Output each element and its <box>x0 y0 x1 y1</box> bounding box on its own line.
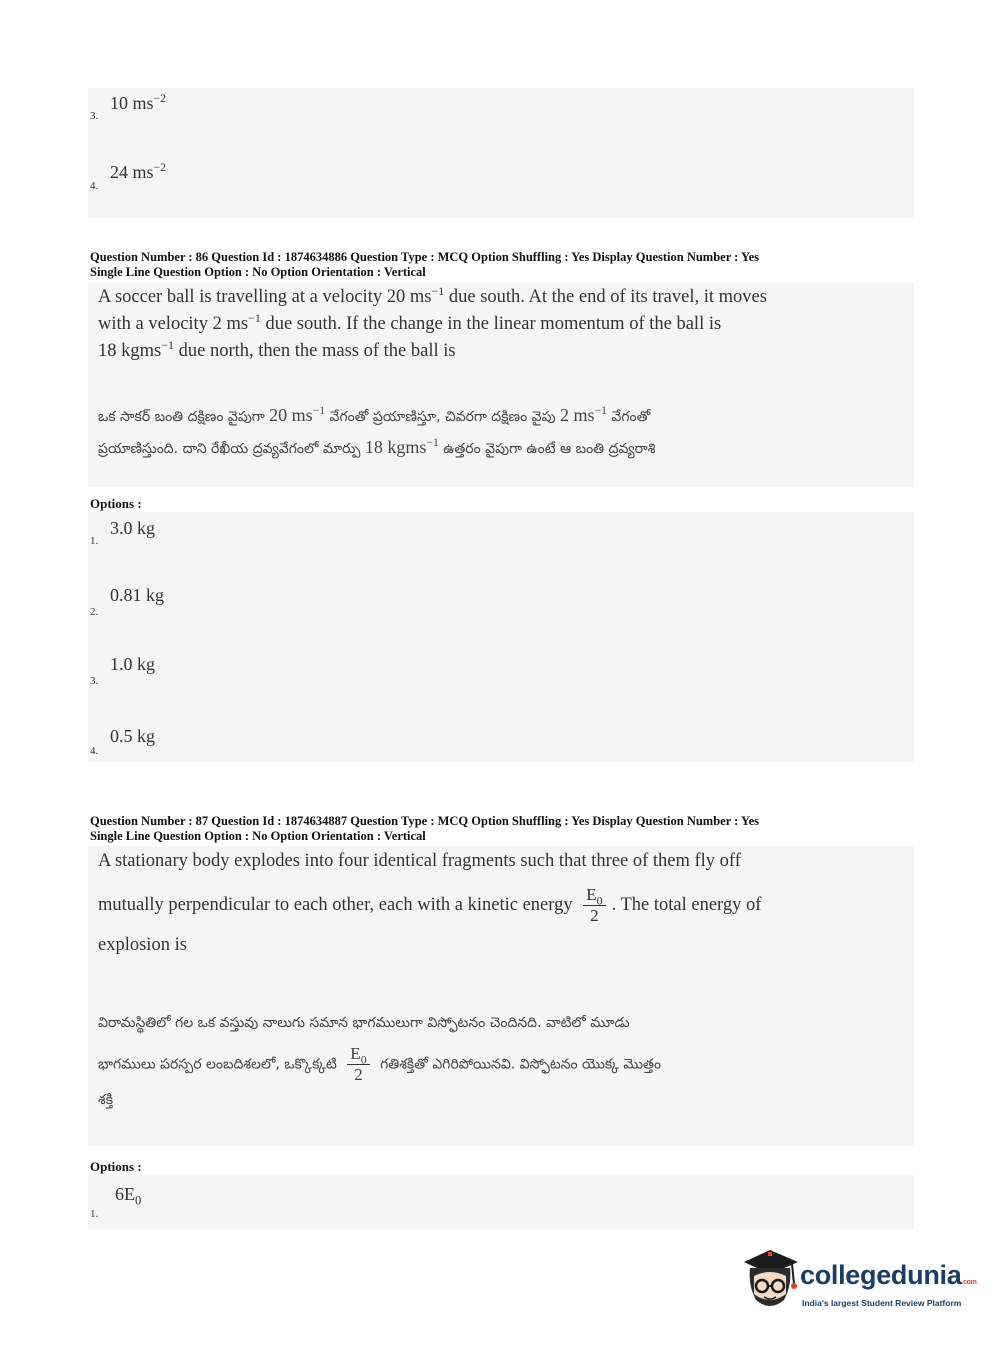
options-card <box>88 1175 914 1230</box>
question-text-telugu: ఒక సాకర్ బంతి దక్షిణం వైపుగా 20 $ms^{-1}$ వేగంతో ప్రయాణిస్తూ, చివరగా దక్షిణం వైపు 2 $ms^{-1}$ వేగంతో ప్రయాణిస్తుంది. దాని రేఖీయ ద్రవ్యవేగంలో మార్పు 18 kgms$^{-1}$ ఉత్తరం వైపుగా ఉంటే ఆ బంతి ద్రవ్యరాశి <box>98 404 656 457</box>
option-number: 4. <box>90 180 99 192</box>
question-meta: Question Number : 86 Question Id : 1874634886 Question Type : MCQ Option Shuffling : Yes Display Question Number : Yes Single Line Question Option : No Option Orientation : Vertical <box>90 250 760 279</box>
option-value[interactable]: 1.0 kg <box>110 654 155 674</box>
options-card <box>88 512 914 762</box>
question-meta: Question Number : 87 Question Id : 1874634887 Question Type : MCQ Option Shuffling : Yes Display Question Number : Yes Single Line Question Option : No Option Orientation : Vertical <box>90 814 760 843</box>
option-value: 24 $ms^{-2}$ <box>110 161 166 182</box>
question-text-english: A soccer ball is travelling at a velocity 20 $ms^{-1}$ due south. At the end of its travel, it moves with a velocity 2 $ms^{-1}$ due south. If the change in the linear momentum of the ball is 18 kgms$^{-1}$ due north, then the mass of the ball is <box>98 283 767 361</box>
option-value[interactable]: 0.81 kg <box>110 585 164 605</box>
question-text-telugu: విరామస్థితిలో గల ఒక వస్తువు నాలుగు సమాన భాగములుగా విస్ఫోటనం చెందినది. వాటిలో మూడు భాగములు పరస్పర లంబదిశలలో, ఒక్కొక్కటి $\frac{E_0}{2}$ గతిశక్తితో ఎగిరిపోయినవి. విస్ఫోటనం యొక్క మొత్తం శక్తి <box>98 1015 662 1108</box>
options-label: Options : <box>90 496 142 511</box>
brand-name: collegedunia.com <box>800 1260 977 1290</box>
prev-options-card <box>88 88 914 218</box>
option-number[interactable]: 3. <box>90 675 99 687</box>
brand-tagline: India's largest Student Review Platform <box>802 1298 962 1308</box>
question-card <box>88 846 914 1146</box>
option-number: 3. <box>90 110 99 122</box>
option-value: 10 $ms^{-2}$ <box>110 92 166 113</box>
option-number[interactable]: 1. <box>90 1208 99 1220</box>
fraction-e0-over-2: $\frac{E_0}{2}$ <box>347 1044 369 1085</box>
option-value[interactable]: 0.5 kg <box>110 726 155 746</box>
option-value[interactable]: $6E_0$ <box>115 1184 142 1208</box>
options-label: Options : <box>90 1159 142 1174</box>
option-number[interactable]: 2. <box>90 606 99 618</box>
option-number[interactable]: 4. <box>90 745 99 757</box>
option-number[interactable]: 1. <box>90 535 99 547</box>
option-value[interactable]: 3.0 kg <box>110 518 155 538</box>
question-text-english: A stationary body explodes into four identical fragments such that three of them fly off mutually perpendicular to each other, each with a kinetic energy $\frac{E_0}{2}$ . The total energy of explosion is <box>98 851 762 955</box>
student-mascot-icon <box>740 1248 802 1323</box>
fraction-e0-over-2: $\frac{E_0}{2}$ <box>583 885 605 926</box>
question-card <box>88 282 914 487</box>
collegedunia-logo <box>740 1248 977 1323</box>
